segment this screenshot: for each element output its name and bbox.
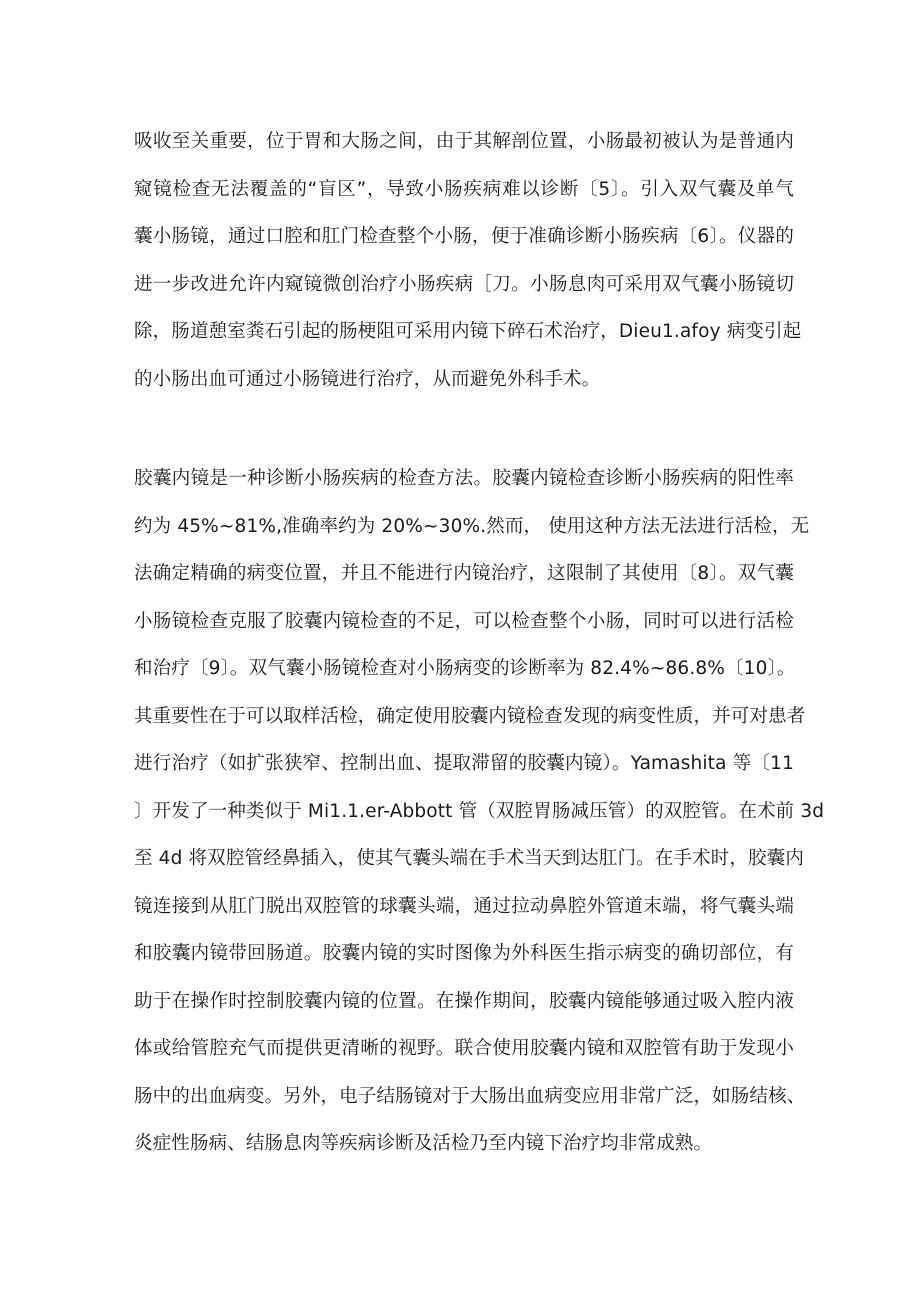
text-line: 炎症性肠病、结肠息肉等疾病诊断及活检乃至内镜下治疗均非常成熟。 [134, 1133, 713, 1154]
text-line: 囊小肠镜，通过口腔和肛门检查整个小肠，便于准确诊断小肠疾病〔6〕。仪器的 [134, 226, 794, 247]
text-line: 其重要性在于可以取样活检，确定使用胶囊内镜检查发现的病变性质，并可对患者 [134, 705, 806, 727]
paragraph-small-bowel-endoscopy [134, 118, 802, 403]
text-line: 〕开发了一种类似于 Mi1.1.er-Abbott 管（双腔胃肠减压管）的双腔管。在术前 3d [134, 800, 825, 822]
paragraph-capsule-endoscopy [134, 455, 825, 1168]
text-line: 体或给管腔充气而提供更清晰的视野。联合使用胶囊内镜和双腔管有助于发现小 [134, 1038, 794, 1059]
text-line: 小肠镜检查克服了胶囊内镜检查的不足，可以检查整个小肠，同时可以进行活检 [134, 610, 794, 632]
text-line: 窥镜检查无法覆盖的“盲区”，导致小肠疾病难以诊断〔5〕。引入双气囊及单气 [134, 178, 794, 200]
text-line: 的小肠出血可通过小肠镜进行治疗，从而避免外科手术。 [134, 368, 601, 390]
text-line: 除，肠道憩室粪石引起的肠梗阻可采用内镜下碎石术治疗，Dieu1.afoy 病变引起 [134, 321, 802, 342]
text-line: 和胶囊内镜带回肠道。胶囊内镜的实时图像为外科医生指示病变的确切部位，有 [134, 943, 794, 964]
text-line: 法确定精确的病变位置，并且不能进行内镜治疗，这限制了其使用〔8〕。双气囊 [134, 563, 794, 584]
text-line: 进行治疗（如扩张狭窄、控制出血、提取滞留的胶囊内镜）。Yamashita 等〔11 [134, 753, 794, 774]
text-line: 肠中的出血病变。另外，电子结肠镜对于大肠出血病变应用非常广泛，如肠结核、 [134, 1085, 806, 1107]
text-line: 胶囊内镜是一种诊断小肠疾病的检查方法。胶囊内镜检查诊断小肠疾病的阳性率 [134, 468, 794, 489]
text-line: 至 4d 将双腔管经鼻插入，使其气囊头端在手术当天到达肛门。在手术时，胶囊内 [134, 848, 804, 869]
text-line: 和治疗〔9〕。双气囊小肠镜检查对小肠病变的诊断率为 82.4%~86.8%〔10〕。 [134, 658, 796, 679]
text-line: 助于在操作时控制胶囊内镜的位置。在操作期间，胶囊内镜能够通过吸入腔内液 [134, 990, 794, 1012]
text-line: 吸收至关重要，位于胃和大肠之间，由于其解剖位置，小肠最初被认为是普通内 [134, 131, 794, 152]
text-line: 镜连接到从肛门脱出双腔管的球囊头端，通过拉动鼻腔外管道末端，将气囊头端 [134, 895, 794, 917]
text-line: 约为 45%~81%,准确率约为 20%~30%.然而， 使用这种方法无法进行活检，无 [134, 515, 810, 537]
text-line: 进一步改进允许内窥镜微创治疗小肠疾病［刀。小肠息肉可采用双气囊小肠镜切 [134, 273, 794, 295]
